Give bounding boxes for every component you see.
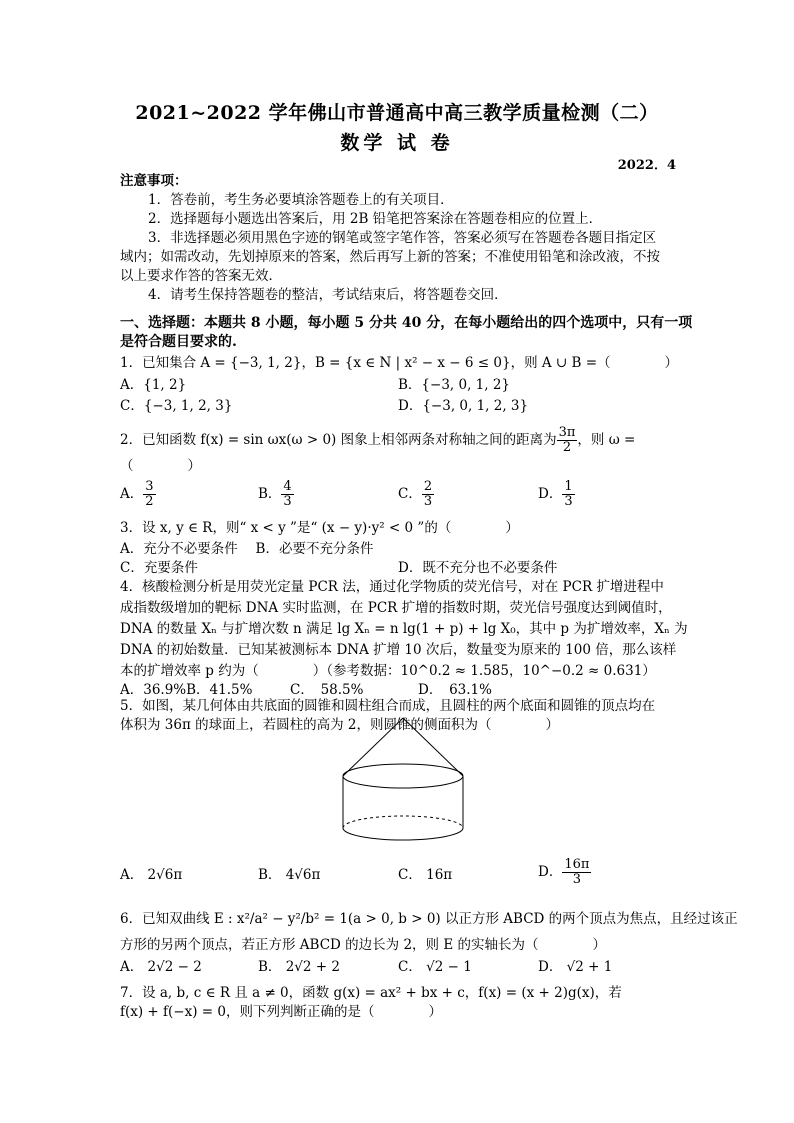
q2-option-c-frac [422,480,434,509]
q1-option-c: C．{−3, 1, 2, 3} [120,398,233,414]
q3-option-c: C．充要条件 [120,560,198,576]
q2-option-d [538,480,575,509]
exam-title: 2021~2022 学年佛山市普通高中高三教学质量检测（二） [135,102,659,124]
q5-option-b: B． 4√6π [258,867,321,883]
q5-d-den: 3 [572,872,582,887]
cylinder-bottom-back [343,816,463,828]
q4-line-3: DNA 的数量 Xₙ 与扩增次数 n 满足 lg Xₙ = n lg(1 + p) + lg X₀，其中 p 为扩增效率，Xₙ 为 [120,621,688,637]
q6-stem-1: 6．已知双曲线 E : x²/a² − y²/b² = 1(a > 0, b > 0) 以正方形 ABCD 的两个顶点为焦点，且经过该正 [120,911,738,927]
q4-line-1: 4．核酸检测分析是用荧光定量 PCR 法，通过化学物质的荧光信号，对在 PCR 扩增进程中 [120,579,664,595]
q6-option-b: B． 2√2 + 2 [258,959,340,975]
q6-stem-2: 方形的另两个顶点，若正方形 ABCD 的边长为 2，则 E 的实轴长为（ ） [120,937,606,953]
q3-stem: 3．设 x, y ∈ R，则“ x < y ”是“ (x − y)·y² < 0 ”的（ ） [120,520,519,536]
q4-line-4: DNA 的初始数量．已知某被测标本 DNA 扩增 10 次后，数量变为原来的 100 倍，那么该样 [120,642,677,658]
q7-stem-1: 7．设 a, b, c ∈ R 且 a ≠ 0，函数 g(x) = ax² + bx + c，f(x) = (x + 2)g(x)，若 [120,985,622,1001]
q2-a-den: 2 [145,494,154,509]
notice-item-3-end: 以上要求作答的答案无效． [120,268,282,284]
q2-option-c [398,480,434,509]
cylinder-bottom-front [343,828,463,840]
notice-item-3-cont: 域内；如需改动，先划掉原来的答案，然后再写上新的答案；不准使用铅笔和涂改液，不按 [120,249,660,265]
q2-option-b [258,480,294,509]
q2-b-den: 3 [283,494,292,509]
q6-option-d: D． √2 + 1 [538,959,613,975]
cone-left-edge [343,718,403,776]
q5-option-d-label: D． [538,864,563,880]
q2-option-d-label: D． [538,486,563,502]
q4-option-d: D． 63.1% [418,682,492,698]
q5-option-c: C． 16π [398,867,453,883]
q2-option-c-label: C． [398,486,422,502]
q2-option-d-frac [562,480,574,509]
q2-frac-num: 3π [558,425,576,440]
exam-subtitle: 数学 试 卷 [340,132,454,154]
q6-option-a: A． 2√2 − 2 [120,959,202,975]
q1-option-d: D．{−3, 0, 1, 2, 3} [398,398,529,414]
q2-a-num: 3 [145,479,154,494]
q1-stem: 1．已知集合 A = {−3, 1, 2}，B = {x ∈ N | x² − x − 6 ≤ 0}，则 A ∪ B =（ ） [120,355,679,371]
cone-right-edge [403,718,463,776]
q2-d-den: 3 [564,494,573,509]
q3-option-ab: A．充分不必要条件 B．必要不充分条件 [120,541,374,557]
cone-cylinder-figure [338,712,468,852]
exam-date: 2022．4 [617,158,676,173]
q5-option-d-frac [562,858,591,887]
q2-paren: （ ） [120,458,201,474]
q2-c-den: 3 [423,494,433,509]
q1-option-a: A．{1, 2} [120,377,187,393]
q2-option-a-label: A． [120,486,144,502]
q5-option-d [538,858,591,887]
notice-heading: 注意事项： [120,173,188,189]
q5-line-1: 5．如图，某几何体由共底面的圆锥和圆柱组合而成，且圆柱的两个底面和圆锥的顶点均在 [120,698,656,714]
q5-d-num: 16π [564,857,590,872]
q2-option-a-frac [143,480,155,509]
q5-option-a: A． 2√6π [120,867,183,883]
q4-line-2: 成指数级增加的靶标 DNA 实时监测，在 PCR 扩增的指数时期，荧光信号强度达到阈值时， [120,600,672,616]
q2-option-a [120,480,156,509]
notice-item-3: 3．非选择题必须用黑色字迹的钢笔或签字笔作答，答案必须写在答题卷各题目指定区 [148,230,657,246]
q2-stem-a: 2．已知函数 f(x) = sin ωx(ω > 0) 图象上相邻两条对称轴之间的距离为 [120,432,557,448]
q2-stem-b: ，则 ω = [577,432,636,448]
q4-option-ab: A．36.9%B．41.5% [120,682,253,698]
q2-option-b-label: B． [258,486,282,502]
q2-b-num: 4 [283,479,292,494]
notice-item-1: 1．答卷前，考生务必要填涂答题卷上的有关项目． [148,192,454,208]
notice-item-4: 4．请考生保持答题卷的整洁，考试结束后，将答题卷交回． [148,287,508,303]
section-heading: 一、选择题：本题共 8 小题，每小题 5 分共 40 分，在每小题给出的四个选项中，只有一项 [120,315,693,331]
q4-line-5: 本的扩增效率 p 约为（ ）（参考数据：10^0.2 ≈ 1.585，10^−0.2 ≈ 0.631） [120,663,656,679]
q3-option-d: D．既不充分也不必要条件 [398,560,558,576]
notice-item-2: 2．选择题每小题选出答案后，用 2B 铅笔把答案涂在答题卷相应的位置上． [148,211,603,227]
q5-line-2: 体积为 36π 的球面上，若圆柱的高为 2，则圆锥的侧面积为（ ） [120,717,560,733]
q2-frac-den: 2 [562,440,572,455]
cylinder-top-ellipse [343,764,463,788]
section-heading-cont: 是符合题目要求的. [120,334,237,350]
q2-fraction [557,426,578,455]
q2-option-b-frac [281,480,293,509]
q2-d-num: 1 [564,479,573,494]
q2-stem [120,426,635,455]
q4-option-c: C． 58.5% [290,682,364,698]
q7-stem-2: f(x) + f(−x) = 0，则下列判断正确的是（ ） [120,1004,442,1020]
q6-option-c: C． √2 − 1 [398,959,472,975]
q2-c-num: 2 [423,479,433,494]
q1-option-b: B．{−3, 0, 1, 2} [398,377,511,393]
